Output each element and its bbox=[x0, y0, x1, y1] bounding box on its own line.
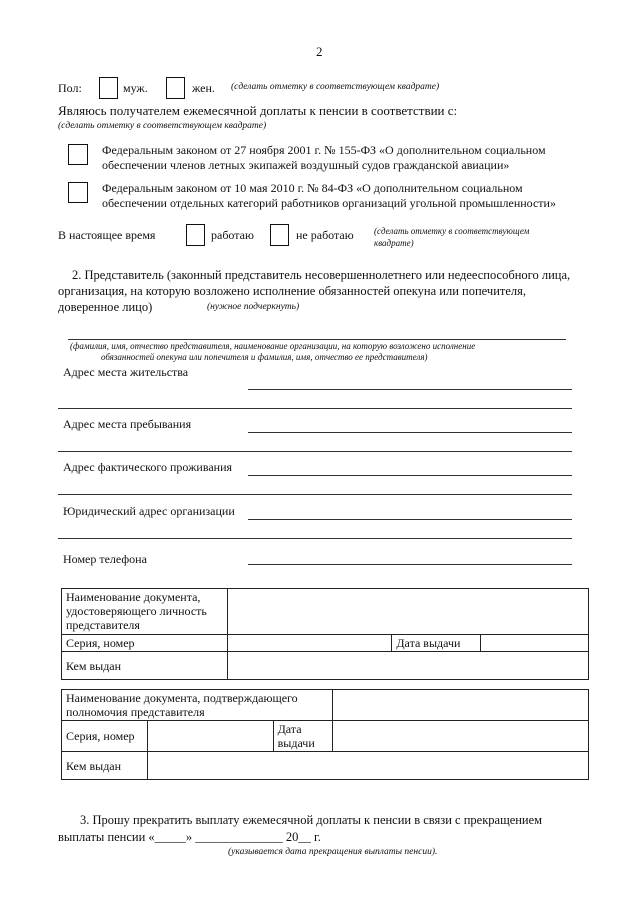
recipient-hint: (сделать отметку в соответствующем квадрате) bbox=[58, 121, 267, 131]
law-155-line2: обеспечении членов летных экипажей воздушный судов гражданской авиации» bbox=[102, 158, 510, 172]
actual-address-line1[interactable] bbox=[248, 475, 572, 476]
stay-address-line1[interactable] bbox=[248, 432, 572, 433]
male-checkbox[interactable] bbox=[99, 77, 118, 99]
representative-line3: доверенное лицо) bbox=[58, 300, 153, 314]
phone-label: Номер телефона bbox=[63, 552, 147, 566]
legal-address-line2[interactable] bbox=[58, 538, 572, 539]
residence-address-line1[interactable] bbox=[248, 389, 572, 390]
actual-address-label: Адрес фактического проживания bbox=[63, 460, 233, 474]
law-155-line1: Федеральным законом от 27 ноября 2001 г. № 155-ФЗ «О дополнительном социальном bbox=[102, 143, 546, 157]
female-checkbox[interactable] bbox=[166, 77, 185, 99]
auth-series-label: Серия, номер bbox=[62, 721, 148, 752]
residence-address-line2[interactable] bbox=[58, 408, 572, 409]
representative-name-line[interactable] bbox=[68, 339, 566, 340]
recipient-title: Являюсь получателем ежемесячной доплаты к пенсии в соответствии с: bbox=[58, 103, 458, 118]
id-issue-date-label: Дата выдачи bbox=[392, 635, 481, 652]
auth-issued-by-cell[interactable] bbox=[147, 752, 588, 780]
law-84-line2: обеспечении отдельных категорий работников организаций угольной промышленности» bbox=[102, 196, 556, 210]
id-doc-name-label: Наименование документа, удостоверяющего личность представителя bbox=[62, 589, 228, 635]
law-84-line1: Федеральным законом от 10 мая 2010 г. № 84-ФЗ «О дополнительном социальном bbox=[102, 181, 523, 195]
stay-address-label: Адрес места пребывания bbox=[63, 417, 192, 431]
sex-hint: (сделать отметку в соответствующем квадрате) bbox=[231, 82, 440, 92]
auth-date-label: Дата выдачи bbox=[273, 721, 332, 752]
representative-line2: организация, на которую возложено исполнение обязанностей опекуна или попечителя, bbox=[58, 284, 527, 298]
representative-line1: 2. Представитель (законный представитель несовершеннолетнего или недееспособного лица, bbox=[72, 268, 571, 282]
id-document-table bbox=[61, 588, 589, 680]
working-checkbox[interactable] bbox=[186, 224, 205, 246]
not-working-label: не работаю bbox=[296, 228, 354, 242]
employment-hint-line1: (сделать отметку в соответствующем bbox=[374, 226, 530, 236]
legal-address-label: Юридический адрес организации bbox=[63, 504, 235, 518]
auth-issued-by-label: Кем выдан bbox=[62, 752, 148, 780]
representative-name-hint-line1: (фамилия, имя, отчество представителя, наименование организации, на которую возложено исполнение bbox=[70, 341, 476, 351]
actual-address-line2[interactable] bbox=[58, 494, 572, 495]
auth-doc-name-cell[interactable] bbox=[332, 690, 588, 721]
male-label: муж. bbox=[123, 81, 148, 95]
law-155-checkbox[interactable] bbox=[68, 144, 88, 165]
auth-doc-name-label: Наименование документа, подтверждающего полномочия представителя bbox=[62, 690, 333, 721]
working-label: работаю bbox=[211, 228, 254, 242]
stay-address-line2[interactable] bbox=[58, 451, 572, 452]
id-series-cell[interactable] bbox=[227, 635, 392, 652]
page-number: 2 bbox=[316, 44, 323, 59]
employment-hint-line2: квадрате) bbox=[374, 238, 414, 248]
id-doc-name-cell[interactable] bbox=[227, 589, 588, 635]
law-84-checkbox[interactable] bbox=[68, 182, 88, 203]
auth-date-cell[interactable] bbox=[332, 721, 588, 752]
id-issue-date-cell[interactable] bbox=[481, 635, 589, 652]
id-series-label: Серия, номер bbox=[62, 635, 228, 652]
residence-address-label: Адрес места жительства bbox=[63, 365, 189, 379]
employment-label: В настоящее время bbox=[58, 228, 156, 242]
representative-hint: (нужное подчеркнуть) bbox=[207, 302, 300, 312]
legal-address-line1[interactable] bbox=[248, 519, 572, 520]
sex-label: Пол: bbox=[58, 81, 82, 95]
request-hint: (указывается дата прекращения выплаты пенсии). bbox=[228, 847, 438, 857]
id-issued-by-label: Кем выдан bbox=[62, 652, 228, 680]
female-label: жен. bbox=[192, 81, 215, 95]
phone-line[interactable] bbox=[248, 564, 572, 565]
auth-series-cell[interactable] bbox=[147, 721, 273, 752]
authority-document-table bbox=[61, 689, 589, 780]
id-issued-by-cell[interactable] bbox=[227, 652, 588, 680]
representative-name-hint-line2: обязанностей опекуна или попечителя и фамилия, имя, отчество ее представителя) bbox=[101, 352, 428, 362]
request-line1: 3. Прошу прекратить выплату ежемесячной доплаты к пенсии в связи с прекращением bbox=[80, 813, 543, 827]
not-working-checkbox[interactable] bbox=[270, 224, 289, 246]
request-line2: выплаты пенсии «_____» ______________ 20__ г. bbox=[58, 830, 321, 844]
